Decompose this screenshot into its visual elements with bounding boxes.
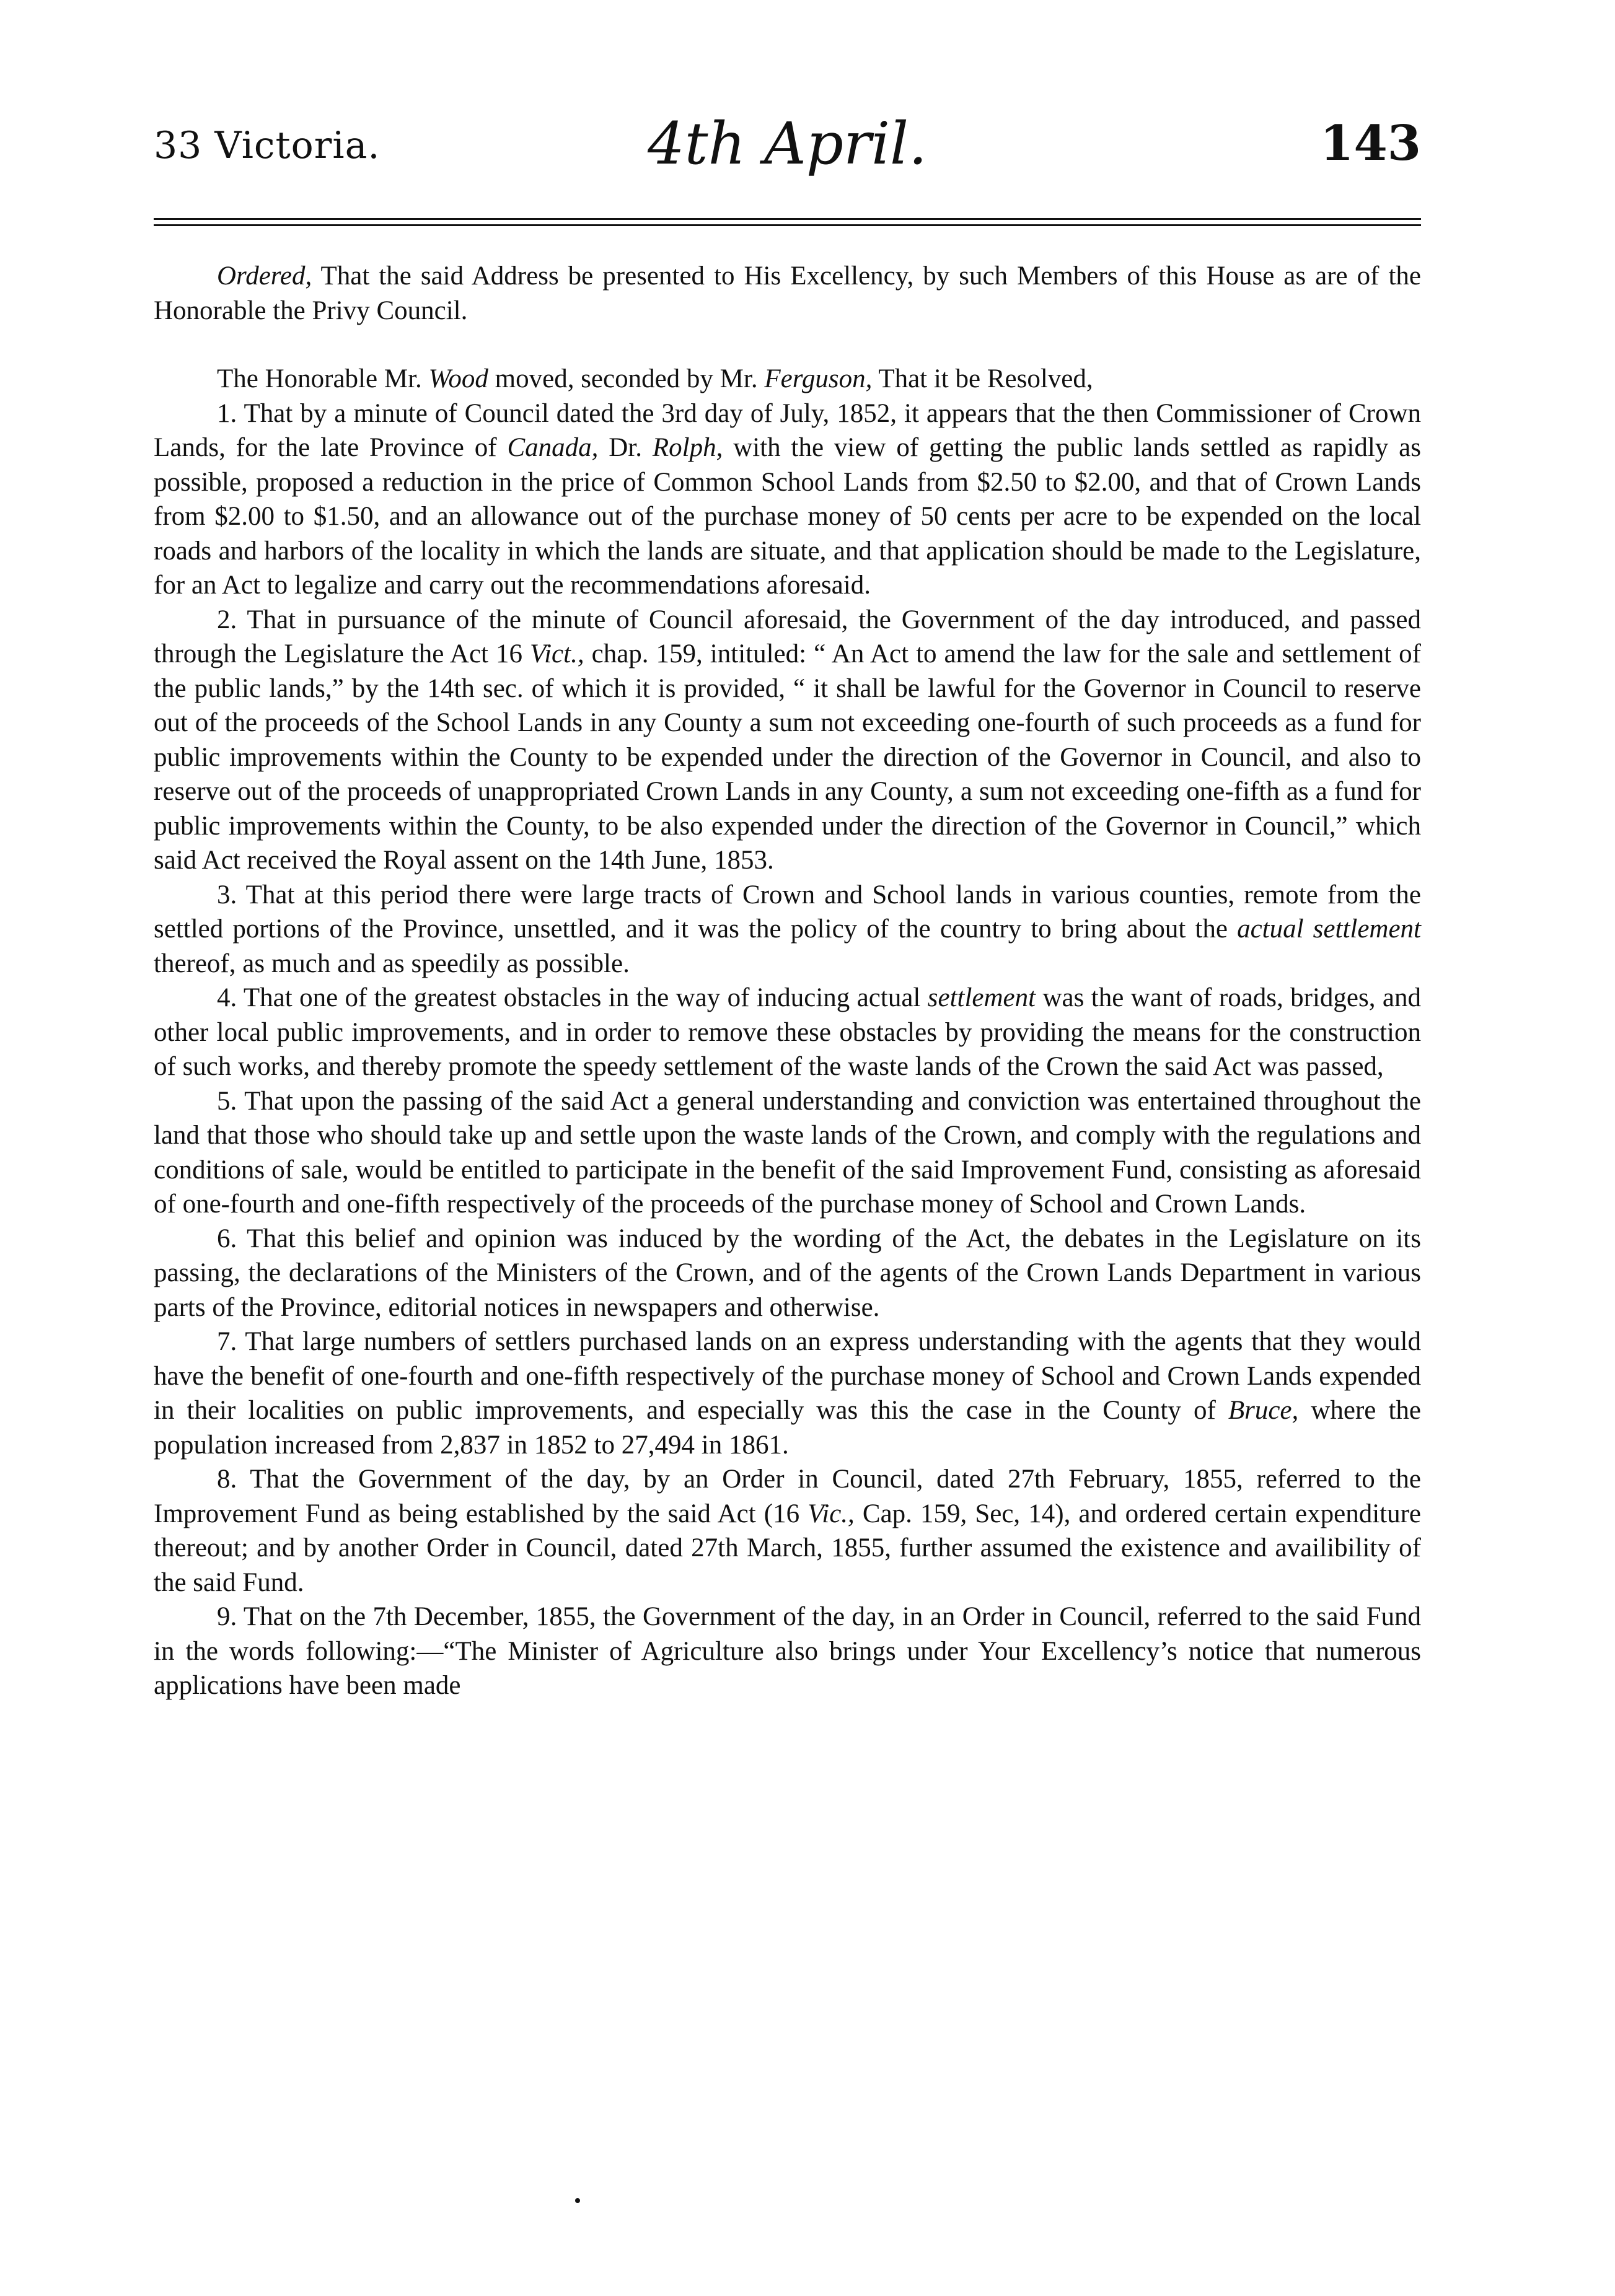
page-body xyxy=(154,259,1421,1703)
resolution-1-text-c: with the view of getting the public lands settled as rapidly as possible, proposed a reduction in the price of Common School Lands from $2.50 to $2.00, and that of Crown Lands from $2.00 to $1.50, and an allowance out of the purchase money of 50 cents per acre to be expended on the local roads and harbors of the locality in which the lands are situate, and that application should be made to the Legislature, for an Act to legalize and carry out the recommendations aforesaid. xyxy=(154,433,1421,600)
mover-name: Wood xyxy=(428,364,488,393)
resolution-7-text-a: 7. That large numbers of settlers purchased lands on an express understanding with the agents that they would have the benefit of one-fourth and one-fifth respectively of the purchase money of School and Crown Lands expended in their localities on public improvements, and especially was this the case in the County of xyxy=(154,1327,1421,1425)
resolution-3-text-b: thereof, as much and as speedily as possible. xyxy=(154,949,630,978)
resolution-1-text-b: Dr. xyxy=(598,433,653,462)
ordered-text: That the said Address be presented to His Excellency, by such Members of this House as are of the Honorable the Privy Council. xyxy=(154,261,1421,325)
header-rule-bottom xyxy=(154,224,1421,226)
resolution-7 xyxy=(154,1325,1421,1462)
resolution-6: 6. That this belief and opinion was induced by the wording of the Act, the debates in the Legislature on its passing, the declarations of the Ministers of the Crown, and of the agents of the Crown Lands Department in various parts of the Province, editorial notices in newspapers and otherwise. xyxy=(154,1224,1421,1322)
resolution-3 xyxy=(154,878,1421,981)
page-dot xyxy=(575,2198,580,2203)
rolph-name: Rolph, xyxy=(652,433,723,462)
resolution-1-text-a: 1. That by a minute of Council dated the 3rd day of July, 1852, it appears that the then Commissioner of Crown Lands, for the late Province of xyxy=(154,398,1421,462)
settlement-term: settlement xyxy=(927,983,1036,1012)
paragraph-motion xyxy=(154,362,1421,397)
motion-text-c: That it be Resolved, xyxy=(872,364,1093,393)
resolution-3-text-a: 3. That at this period there were large tracts of Crown and School lands in various counties, remote from the settled portions of the Province, unsettled, and it was the policy of the country to bring about the xyxy=(154,880,1421,944)
resolution-9: 9. That on the 7th December, 1855, the Government of the day, in an Order in Council, referred to the said Fund in the words following:—“The Minister of Agriculture also brings under Your Excellency’s notice that numerous applications have been made xyxy=(154,1602,1421,1700)
vict-abbrev: Vict., xyxy=(530,639,584,668)
date-heading: 4th April. xyxy=(648,110,927,178)
paragraph-ordered xyxy=(154,259,1421,328)
resolution-8 xyxy=(154,1462,1421,1600)
page-header xyxy=(154,110,1421,185)
resolution-7-text-b: where the population increased from 2,837 in 1852 to 27,494 in 1861. xyxy=(154,1396,1421,1460)
resolution-4 xyxy=(154,981,1421,1084)
volume-label: 33 Victoria. xyxy=(154,124,381,167)
motion-text-b: moved, seconded by Mr. xyxy=(488,364,765,393)
resolution-4-text-b: was the want of roads, bridges, and other local public improvements, and in order to remove these obstacles by providing the means for the construction of such works, and thereby promote the speedy settlement of the waste lands of the Crown the said Act was passed, xyxy=(154,983,1421,1081)
ordered-lead: Ordered, xyxy=(217,261,312,291)
resolution-1 xyxy=(154,397,1421,603)
page-number: 143 xyxy=(1320,115,1421,172)
actual-settlement-term: actual settlement xyxy=(1237,914,1422,944)
resolution-8-text-b: Cap. 159, Sec, 14), and ordered certain expenditure thereout; and by another Order in Council, dated 27th March, 1855, further assumed the existence and availibility of the said Fund. xyxy=(154,1499,1421,1597)
bruce-county: Bruce, xyxy=(1228,1396,1299,1425)
canada-term: Canada, xyxy=(507,433,599,462)
resolution-5: 5. That upon the passing of the said Act a general understanding and conviction was entertained throughout the land that those who should take up and settle upon the waste lands of the Crown, and comply with the regulations and conditions of sale, would be entitled to participate in the benefit of the said Improvement Fund, consisting as aforesaid of one-fourth and one-fifth respectively of the proceeds of the purchase money of School and Crown Lands. xyxy=(154,1086,1421,1219)
resolution-2-text-a: 2. That in pursuance of the minute of Council aforesaid, the Government of the day introduced, and passed through the Legislature the Act 16 xyxy=(154,605,1421,668)
resolution-4-text-a: 4. That one of the greatest obstacles in the way of inducing actual xyxy=(217,983,928,1012)
seconder-name: Ferguson, xyxy=(764,364,873,393)
vic-abbrev: Vic., xyxy=(808,1499,855,1528)
motion-text-a: The Honorable Mr. xyxy=(217,364,429,393)
resolution-2-text-b: chap. 159, intituled: “ An Act to amend the law for the sale and settlement of the public lands,” by the 14th sec. of which it is provided, “ it shall be lawful for the Governor in Council to reserve out of the proceeds of the School Lands in any County a sum not exceeding one-fourth of such proceeds as a fund for public improvements within the County to be expended under the direction of the Governor in Council, and also to reserve out of the proceeds of unappropriated Crown Lands in any County, a sum not exceeding one-fifth as a fund for public improvements within the County, to be also expended under the direction of the Governor in Council,” which said Act received the Royal assent on the 14th June, 1853. xyxy=(154,639,1422,875)
header-rule-top xyxy=(154,218,1421,220)
resolution-2 xyxy=(154,603,1421,878)
resolution-8-text-a: 8. That the Government of the day, by an Order in Council, dated 27th February, 1855, referred to the Improvement Fund as being established by the said Act (16 xyxy=(154,1465,1421,1528)
